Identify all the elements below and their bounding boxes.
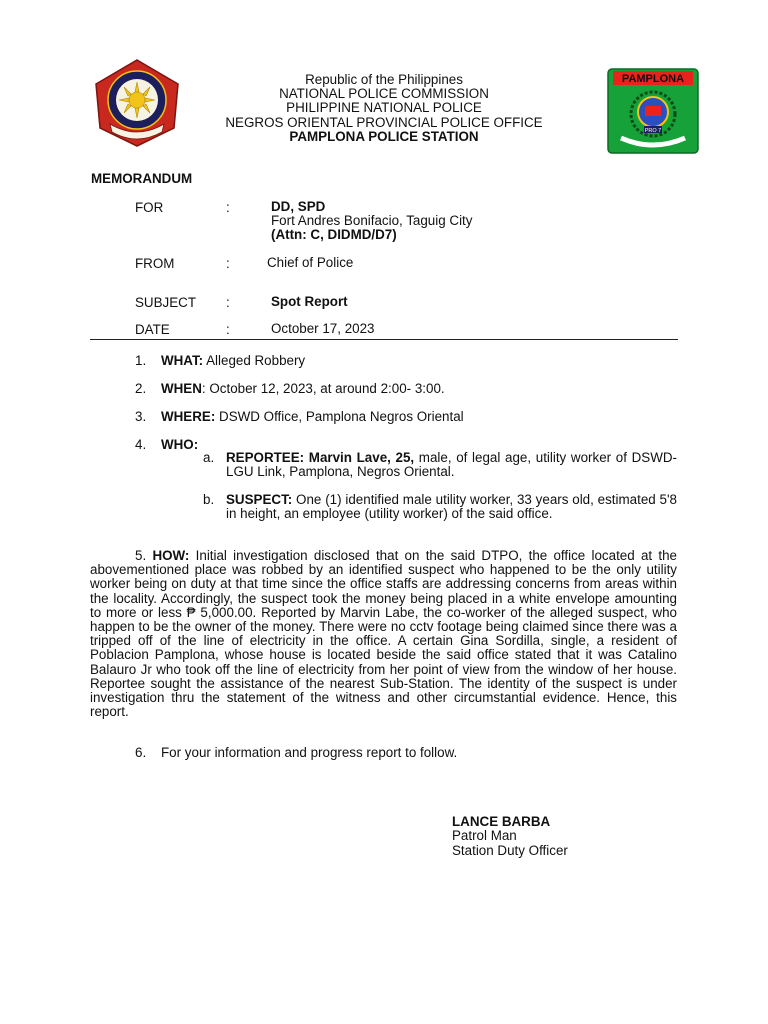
sub-item-letter: a. (203, 450, 215, 465)
item-number: 6. (135, 745, 147, 760)
for-colon: : (226, 200, 230, 215)
pamplona-station-logo (607, 68, 699, 154)
signatory-position: Station Duty Officer (452, 842, 568, 858)
sun-icon (119, 82, 155, 118)
pnp-seal-logo (92, 58, 182, 148)
logo-title-text: PAMPLONA (621, 73, 685, 85)
signatory-rank: Patrol Man (452, 828, 517, 844)
from-colon: : (226, 256, 230, 271)
letterhead-line-3: PHILIPPINE NATIONAL POLICE (286, 100, 482, 116)
subject-value: Spot Report (271, 294, 348, 309)
item-what (135, 353, 305, 368)
item-label: WHEN (161, 381, 202, 396)
letterhead (190, 73, 578, 144)
who-reportee (203, 451, 677, 479)
suspect-label: SUSPECT: (226, 492, 293, 507)
item-number: 1. (135, 353, 147, 368)
how-narrative: Initial investigation disclosed that on the said DTPO, the office located at the abovementioned place was robbed by an identified suspect who happened to be the only utility worker being on duty at that time since the office staffs are addressing concerns from areas within the locality. Accordingly, the suspect took the money being placed in a white envelope amounting to more or less ₱ 5,000.00. Reported by Marvin Labe, the co-worker of the alleged suspect, who happen to be the owner of the money. There were no cctv footage being claimed since there was a tripped off of the line of electricity in the office. A certain Gina Sordilla, single, a resident of Poblacion Pamplona, whose house is located beside the said office stated that it was Catalino Balauro Jr who took off the line of electricity from her point of view from the window of her house. Reportee sought the assistance of the nearest Sub-Station. The identity of the suspect is under investigation thru the statement of the witness and other circumstantial evidence. Hence, this report. (90, 548, 677, 720)
item-label: WHERE: (161, 409, 216, 424)
sub-item-letter: b. (203, 492, 215, 507)
letterhead-line-1: Republic of the Philippines (305, 72, 463, 87)
suspect-text (226, 493, 677, 521)
item-text: DSWD Office, Pamplona Negros Oriental (215, 409, 464, 424)
signatory-name: LANCE BARBA (452, 814, 551, 829)
subject-label: SUBJECT (135, 295, 197, 310)
suspect-details: One (1) identified male utility worker, 33 years old, estimated 5'8 in height, an employee (utility worker) of the said office. (226, 492, 677, 522)
item-label: WHAT: (161, 353, 204, 368)
for-value (271, 200, 472, 243)
letterhead-station-name: PAMPLONA POLICE STATION (289, 128, 479, 144)
item-who (135, 437, 198, 452)
reportee-text (226, 451, 677, 479)
for-attention: (Attn: C, DIDMD/D7) (271, 227, 397, 243)
reportee-details: male, of legal age, utility worker of DSWD- LGU Link, Pamplona, Negros Oriental. (226, 450, 677, 480)
letterhead-line-2: NATIONAL POLICE COMMISSION (279, 86, 489, 102)
for-recipient: DD, SPD (271, 199, 326, 214)
for-address: Fort Andres Bonifacio, Taguig City (271, 213, 473, 229)
item-number: 2. (135, 381, 147, 396)
item-label: WHO: (161, 437, 199, 452)
from-label: FROM (135, 256, 175, 271)
header-divider (90, 339, 678, 340)
memorandum-heading: MEMORANDUM (91, 171, 193, 186)
item-number: 3. (135, 409, 147, 424)
item-number: 5. (135, 548, 147, 563)
signature-block (452, 815, 568, 858)
who-suspect (203, 493, 677, 521)
item-where (135, 409, 464, 424)
item-text: : October 12, 2023, at around 2:00- 3:00. (201, 381, 445, 396)
item-label: HOW: (152, 548, 190, 563)
date-label: DATE (135, 322, 170, 337)
item-closing (135, 745, 457, 760)
letterhead-line-4: NEGROS ORIENTAL PROVINCIAL POLICE OFFICE (225, 114, 543, 130)
badge-center (645, 106, 661, 116)
date-colon: : (226, 322, 230, 337)
pro7-text: PRO 7 (644, 128, 662, 134)
item-how (90, 549, 677, 719)
for-label: FOR (135, 200, 164, 215)
item-when (135, 381, 445, 396)
item-text: For your information and progress report to follow. (161, 745, 458, 760)
item-text: Alleged Robbery (203, 353, 306, 368)
item-number: 4. (135, 437, 147, 452)
subject-colon: : (226, 295, 230, 310)
date-value: October 17, 2023 (271, 321, 375, 336)
from-value: Chief of Police (267, 255, 354, 270)
reportee-label: REPORTEE: Marvin Lave, 25, (226, 450, 415, 465)
